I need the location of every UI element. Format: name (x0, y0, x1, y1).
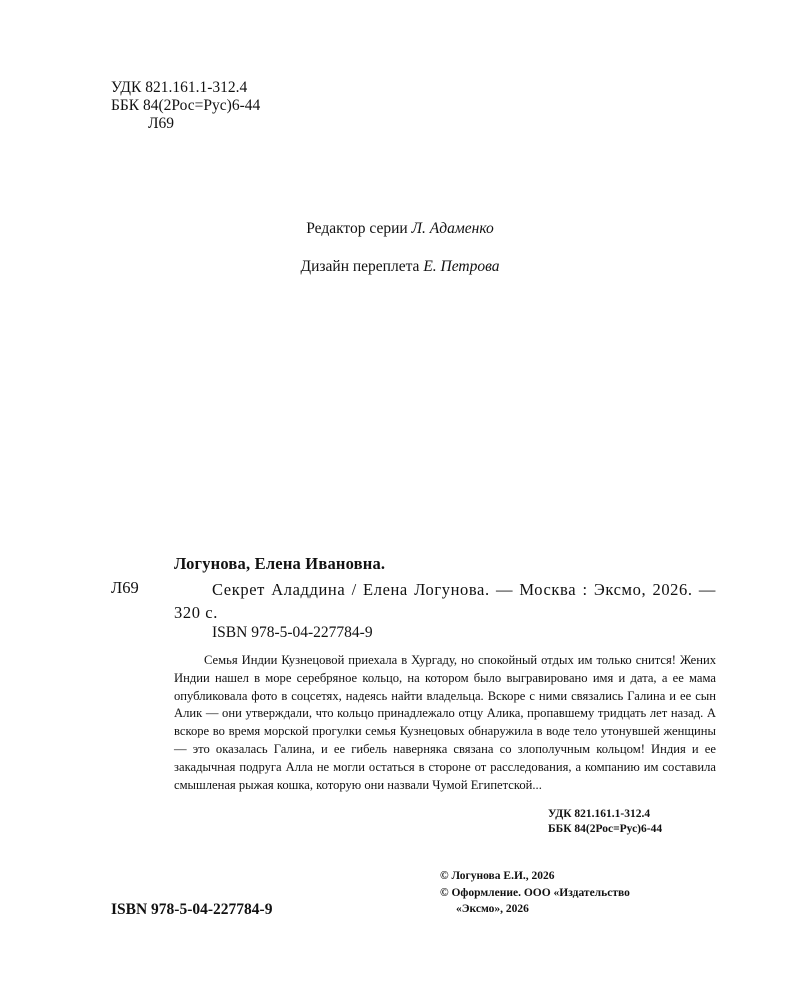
series-editor-name: Л. Адаменко (411, 220, 494, 237)
catalog-udk-code: УДК 821.161.1-312.4 (548, 808, 651, 820)
udk-code: УДК 821.161.1-312.4 (111, 79, 248, 96)
bbk-code: ББК 84(2Рос=Рус)6-44 (111, 97, 261, 114)
cover-designer-label: Дизайн переплета (300, 258, 420, 275)
copyright-author: © Логунова Е.И., 2026 (440, 870, 555, 882)
catalog-author-heading: Логунова, Елена Ивановна. (174, 554, 386, 573)
isbn-footer: ISBN 978-5-04-227784-9 (111, 901, 273, 918)
copyright-design-line-1: © Оформление. ООО «Издательство (440, 886, 630, 899)
author-mark: Л69 (148, 115, 175, 132)
copyright-block (440, 868, 630, 918)
series-editor-credit (0, 220, 800, 238)
catalog-isbn: ISBN 978-5-04-227784-9 (212, 624, 373, 641)
copyright-design-line-2: «Эксмо», 2026 (456, 903, 529, 915)
book-annotation: Семья Индии Кузнецовой приехала в Хургаду, но спокойный отдых им только снится! Жених Индии нашел в море серебряное кольцо, на котором было выгравировано имя и дата, а ее мама опубликовала фото в соцсетях, надеясь найти владельца. Вскоре с ними связались Галина и ее сын Алик — они утверждали, что кольцо принадлежало отцу Алика, пропавшему тридцать лет назад. А вскоре во время морской прогулки семья Кузнецовых обнаружила в воде тело утонувшей женщины — это оказалась Галина, и ее гибель наверняка связана со злополучным кольцом! Индия и ее закадычная подруга Алла не могли остаться в стороне от расследования, а компанию им составила смышленая рыжая кошка, которую они назвали Чумой Египетской... (174, 653, 716, 792)
series-editor-label: Редактор серии (306, 220, 408, 237)
catalog-title-entry: Секрет Аладдина / Елена Логунова. — Москва : Эксмо, 2026. — 320 с. (174, 580, 716, 622)
catalog-author-mark: Л69 (111, 578, 139, 597)
cover-designer-name: Е. Петрова (423, 258, 500, 275)
cover-designer-credit (0, 258, 800, 276)
catalog-bbk-code: ББК 84(2Рос=Рус)6-44 (548, 823, 663, 835)
